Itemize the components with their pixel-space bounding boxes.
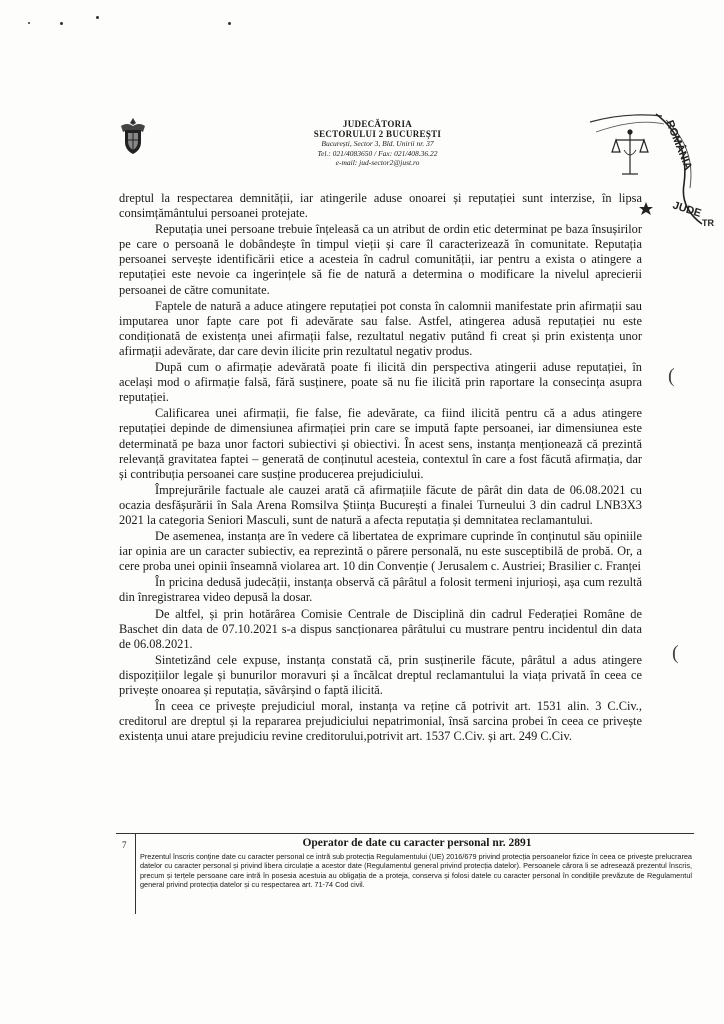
page-number: 7 [122,840,127,850]
data-operator-title: Operator de date cu caracter personal nr. 2891 [302,837,532,849]
scan-speck [60,22,63,25]
paragraph: În ceea ce privește prejudiciul moral, instanța va reține că potrivit art. 1531 alin. 3 C.Civ., creditorul are dreptul și la repararea prejudiciului nepatrimonial, însă sarcina probei în ceea ce privește existența unui atare prejudiciu revine creditorului,potrivit art. 1537 C.Civ. și art. 249 C.Civ. [119,699,642,744]
scan-speck [28,22,30,24]
paragraph: Calificarea unei afirmații, fie false, fie adevărate, ca fiind ilicită pentru că a adus atingere reputației depinde de dimensiunea afirmației prin care se impută fapte persoanei, iar dimensiunea este determinată pe baza unor factori subiectivi și obiectivi. În acest sens, instanța menționează că prezintă relevanță gravitatea faptei – generată de conținutul acesteia, contextul în care a fost făcută afirmația, dar și contribuția persoanei care susține producerea prejudiciului. [119,406,642,481]
court-name-line2: SECTORULUI 2 BUCUREȘTI [313,128,442,139]
court-header [290,120,465,168]
gdpr-notice: Prezentul înscris conține date cu caracter personal ce intră sub protecția Regulamentului (UE) 2016/679 privind protecția persoanelor fizice în ceea ce privește prelucrarea datelor cu caracter personal și privind libera circulație a acestor date (Regulamentul general privind protecția datelor). Persoanele cărora li se adresează prezentul înscris, precum și terțele persoane care intră în posesia acestuia au obligația de a proteja, conserva și folosi datele cu caracter personal în condițiile prevăzute de Regulamentul general privind protecția datelor și cu respectarea art. 71-74 Cod civil. [140,852,692,890]
court-email: e-mail: jud-sector2@just.ro [335,158,420,167]
paragraph: După cum o afirmație adevărată poate fi ilicită din perspectiva atingerii aduse reputației, în același mod o afirmație falsă, fără susținere, poate să nu fie ilicită prin raportare la consecința asupra reputației. [119,360,642,405]
page-footer [116,833,694,914]
margin-bracket-mark: ( [668,365,675,387]
scan-speck [228,22,231,25]
seal-text-top: ROMÂNIA [663,118,695,172]
paragraph: În pricina dedusă judecății, instanța observă că pârâtul a folosit termeni injurioși, așa cum rezultă din înregistrarea video depusă la dosar. [119,575,642,605]
court-phone: Tel.: 021/4083650 / Fax: 021/408.36.22 [317,148,438,158]
coat-of-arms-icon [118,116,148,156]
paragraph: Sintetizând cele expuse, instanța constată că, prin susținerile făcute, pârâtul a adus atingere dispozițiilor legale și bunurilor moravuri și a încălcat dreptul reclamantului la viața privată în ceea ce privește onoarea și reputația, săvârșind o faptă ilicită. [119,652,642,697]
footer-divider [135,834,136,914]
scan-speck [96,16,99,19]
paragraph: Împrejurările factuale ale cauzei arată că afirmațiile făcute de pârât din data de 06.08.2021 cu ocazia desfășurării în Sala Arena Romsilva Știința București a finalei Turneului 3 din cadrul LNB3X3 2021 la categoria Seniori Masculi, sunt de natură a afecta reputația și demnitatea reclamantului. [119,482,642,527]
seal-text-side: JUDE [671,199,703,220]
paragraph: Faptele de natură a aduce atingere reputației pot consta în calomnii manifestate prin afirmații sau imputarea unor fapte care pot fi adevărate sau false. Astfel, atingerea adusă reputației nu este condiționată de existența unei afirmații false, rezultatul negativ putând fi creat și prin existența unor afirmații adevărate, dar care devin ilicite prin rezultatul negativ produs. [119,298,642,358]
paragraph: dreptul la respectarea demnității, iar atingerile aduse onoarei și reputației sunt interzise, în lipsa consimțământului persoanei protejate. [119,191,642,221]
document-body [119,191,642,745]
court-address: București, Sector 3, Bld. Unirii nr. 37 [321,139,434,148]
paragraph: De asemenea, instanța are în vedere că libertatea de exprimare cuprinde în conținutul său opiniile iar opinia are un caracter subiectiv, ea reprezintă o părere personală, nu este susceptibilă de probă. Or, a cere proba unei opinii înseamnă violarea art. 10 din Convenție ( Jerusalem c. Austriei; Brasilier c. Franței [119,529,642,574]
margin-bracket-mark: ( [672,642,679,664]
paragraph: Reputația unei persoane trebuie înțeleasă ca un atribut de ordin etic determinat pe baza însușirilor pe care o persoană le dobândește în timpul vieții și care îl caracterizează în comunitate. Reputația persoanei servește identificării etice a acesteia în cadrul comunității, iar pentru a exista o atingere a reputației este nevoie ca ingerințele să fie de natură a determina o modificare la nivelul aprecierii persoanei de către comunitate. [119,222,642,297]
paragraph: De altfel, și prin hotărârea Comisie Centrale de Disciplină din cadrul Federației Române de Baschet din data de 07.10.2021 s-a dispus sancționarea pârâtului cu mustrare pentru incidentul din data de 06.08.2021. [119,606,642,651]
seal-text-side2: TR [702,218,714,228]
court-name-line1: JUDECĂTORIA [342,119,413,129]
